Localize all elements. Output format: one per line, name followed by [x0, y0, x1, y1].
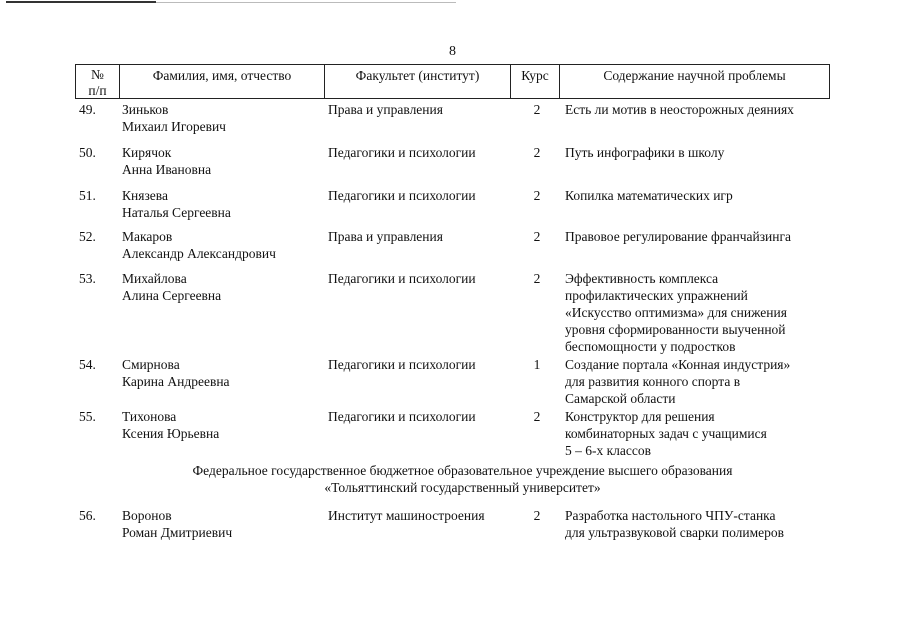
student-name — [122, 408, 219, 442]
research-topic — [565, 408, 767, 459]
surname: Воронов — [122, 508, 172, 523]
surname: Смирнова — [122, 357, 180, 372]
header-topic: Содержание научной проблемы — [559, 65, 829, 98]
course: 2 — [533, 409, 541, 424]
student-name — [122, 507, 232, 541]
student-name — [122, 270, 221, 304]
research-topic — [565, 228, 791, 245]
scan-top-rule-faint — [156, 2, 456, 3]
course: 2 — [533, 229, 541, 244]
row-number: 50. — [79, 145, 96, 160]
page-number: 8 — [449, 44, 456, 59]
faculty: Педагогики и психологии — [328, 271, 476, 286]
row-number: 54. — [79, 357, 96, 372]
given-names: Карина Андреевна — [122, 374, 230, 389]
row-number: 53. — [79, 271, 96, 286]
topic-line: Копилка математических игр — [565, 188, 733, 203]
faculty: Педагогики и психологии — [328, 409, 476, 424]
course: 1 — [533, 357, 541, 372]
institution-heading — [0, 462, 905, 496]
header-course: Курс — [510, 65, 559, 98]
course: 2 — [533, 102, 541, 117]
research-topic — [565, 144, 724, 161]
research-topic — [565, 270, 787, 355]
course: 2 — [533, 271, 541, 286]
topic-line: комбинаторных задач с учащимися — [565, 426, 767, 441]
given-names: Наталья Сергеевна — [122, 205, 231, 220]
given-names: Михаил Игоревич — [122, 119, 226, 134]
topic-line: «Искусство оптимизма» для снижения — [565, 305, 787, 320]
research-topic — [565, 356, 790, 407]
student-name — [122, 101, 226, 135]
topic-line: Самарской области — [565, 391, 676, 406]
given-names: Александр Александрович — [122, 246, 276, 261]
header-faculty: Факультет (институт) — [324, 65, 510, 98]
faculty: Права и управления — [328, 102, 443, 117]
header-name: Фамилия, имя, отчество — [119, 65, 324, 98]
research-topic — [565, 507, 784, 541]
topic-line: для ультразвуковой сварки полимеров — [565, 525, 785, 540]
surname: Князева — [122, 188, 168, 203]
faculty: Педагогики и психологии — [328, 145, 476, 160]
given-names: Ксения Юрьевна — [122, 426, 220, 441]
student-name — [122, 228, 276, 262]
faculty: Педагогики и психологии — [328, 188, 476, 203]
given-names: Роман Дмитриевич — [122, 525, 233, 540]
faculty: Права и управления — [328, 229, 443, 244]
table-header — [75, 64, 830, 99]
header-num-line-1: № — [91, 67, 104, 82]
row-number: 49. — [79, 102, 96, 117]
student-name — [122, 187, 231, 221]
surname: Макаров — [122, 229, 173, 244]
research-topic — [565, 187, 733, 204]
given-names: Анна Ивановна — [122, 162, 212, 177]
topic-line: профилактических упражнений — [565, 288, 748, 303]
topic-line: уровня сформированности выученной — [565, 322, 786, 337]
topic-line: Создание портала «Конная индустрия» — [565, 357, 791, 372]
surname: Михайлова — [122, 271, 187, 286]
header-num — [76, 65, 119, 98]
topic-line: Правовое регулирование франчайзинга — [565, 229, 792, 244]
row-number: 55. — [79, 409, 96, 424]
scan-top-rule — [6, 1, 156, 3]
course: 2 — [533, 508, 541, 523]
given-names: Алина Сергеевна — [122, 288, 222, 303]
course: 2 — [533, 145, 541, 160]
topic-line: для развития конного спорта в — [565, 374, 741, 389]
course: 2 — [533, 188, 541, 203]
row-number: 56. — [79, 508, 96, 523]
faculty: Педагогики и психологии — [328, 357, 476, 372]
surname: Тихонова — [122, 409, 177, 424]
surname: Кирячок — [122, 145, 172, 160]
student-name — [122, 144, 211, 178]
topic-line: беспомощности у подростков — [565, 339, 736, 354]
surname: Зиньков — [122, 102, 169, 117]
topic-line: Разработка настольного ЧПУ-станка — [565, 508, 776, 523]
institution-name: «Тольяттинский государственный университет» — [324, 480, 601, 495]
header-num-line-2: п/п — [88, 83, 107, 98]
topic-line: 5 – 6-х классов — [565, 443, 652, 458]
institution-type: Федеральное государственное бюджетное образовательное учреждение высшего образования — [192, 463, 733, 478]
research-topic — [565, 101, 794, 118]
row-number: 52. — [79, 229, 96, 244]
topic-line: Конструктор для решения — [565, 409, 715, 424]
faculty: Институт машиностроения — [328, 508, 485, 523]
student-name — [122, 356, 230, 390]
topic-line: Путь инфографики в школу — [565, 145, 725, 160]
row-number: 51. — [79, 188, 96, 203]
topic-line: Эффективность комплекса — [565, 271, 719, 286]
topic-line: Есть ли мотив в неосторожных деяниях — [565, 102, 794, 117]
